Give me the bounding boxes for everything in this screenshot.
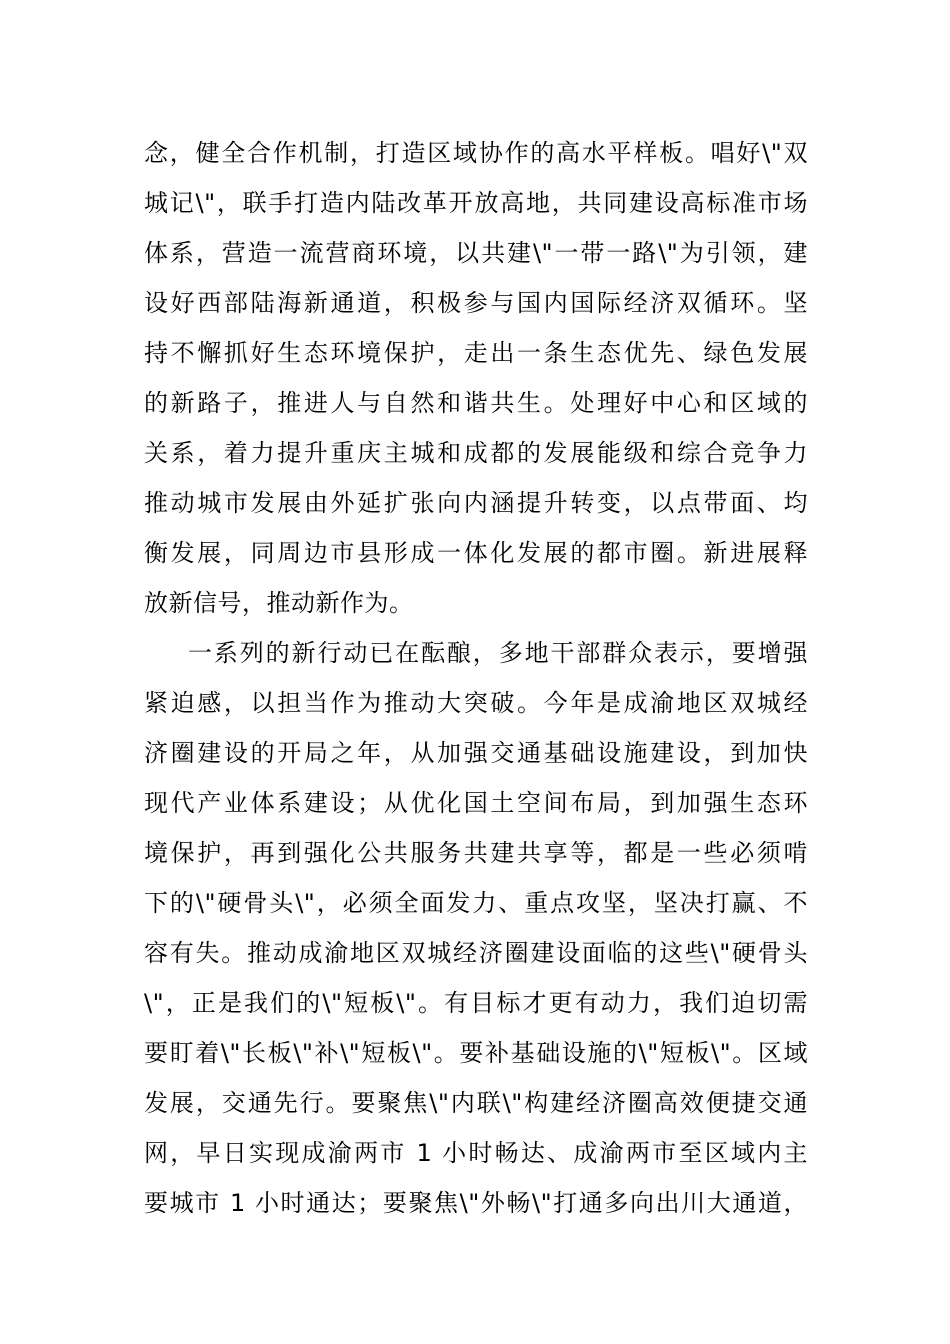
body-text	[144, 128, 808, 1228]
text-line: 济圈建设的开局之年，从加强交通基础设施建设，到加快	[144, 739, 808, 767]
text-line: 下的\"硬骨头\"，必须全面发力、重点攻坚，坚决打赢、不	[144, 889, 808, 917]
text-line: 现代产业体系建设；从优化国土空间布局，到加强生态环	[144, 789, 808, 817]
text-line: 放新信号，推动新作为。	[144, 589, 414, 617]
text-line: 一系列的新行动已在酝酿，多地干部群众表示，要增强	[188, 639, 808, 667]
text-line: 设好西部陆海新通道，积极参与国内国际经济双循环。坚	[144, 289, 808, 317]
text-line: 城记\"，联手打造内陆改革开放高地，共同建设高标准市场	[144, 189, 808, 217]
text-line: 念，健全合作机制，打造区域协作的高水平样板。唱好\"双	[144, 139, 808, 167]
text-line: 要城市 1 小时通达；要聚焦\"外畅\"打通多向出川大通道，	[144, 1189, 808, 1217]
text-line: 要盯着\"长板\"补\"短板\"。要补基础设施的\"短板\"。区域	[144, 1039, 808, 1067]
text-line: 推动城市发展由外延扩张向内涵提升转变，以点带面、均	[144, 489, 808, 517]
text-line: 境保护，再到强化公共服务共建共享等，都是一些必须啃	[144, 839, 808, 867]
text-line: 关系，着力提升重庆主城和成都的发展能级和综合竞争力	[144, 439, 808, 467]
text-line: 容有失。推动成渝地区双城经济圈建设面临的这些\"硬骨头	[144, 939, 808, 967]
text-line: 体系，营造一流营商环境，以共建\"一带一路\"为引领，建	[144, 239, 808, 267]
text-line: 紧迫感，以担当作为推动大突破。今年是成渝地区双城经	[144, 689, 808, 717]
text-line: \"，正是我们的\"短板\"。有目标才更有动力，我们迫切需	[144, 989, 808, 1017]
text-line: 发展，交通先行。要聚焦\"内联\"构建经济圈高效便捷交通	[144, 1089, 808, 1117]
text-line: 的新路子，推进人与自然和谐共生。处理好中心和区域的	[144, 389, 808, 417]
text-line: 衡发展，同周边市县形成一体化发展的都市圈。新进展释	[144, 539, 808, 567]
text-line: 持不懈抓好生态环境保护，走出一条生态优先、绿色发展	[144, 339, 808, 367]
text-line: 网，早日实现成渝两市 1 小时畅达、成渝两市至区域内主	[144, 1139, 808, 1167]
